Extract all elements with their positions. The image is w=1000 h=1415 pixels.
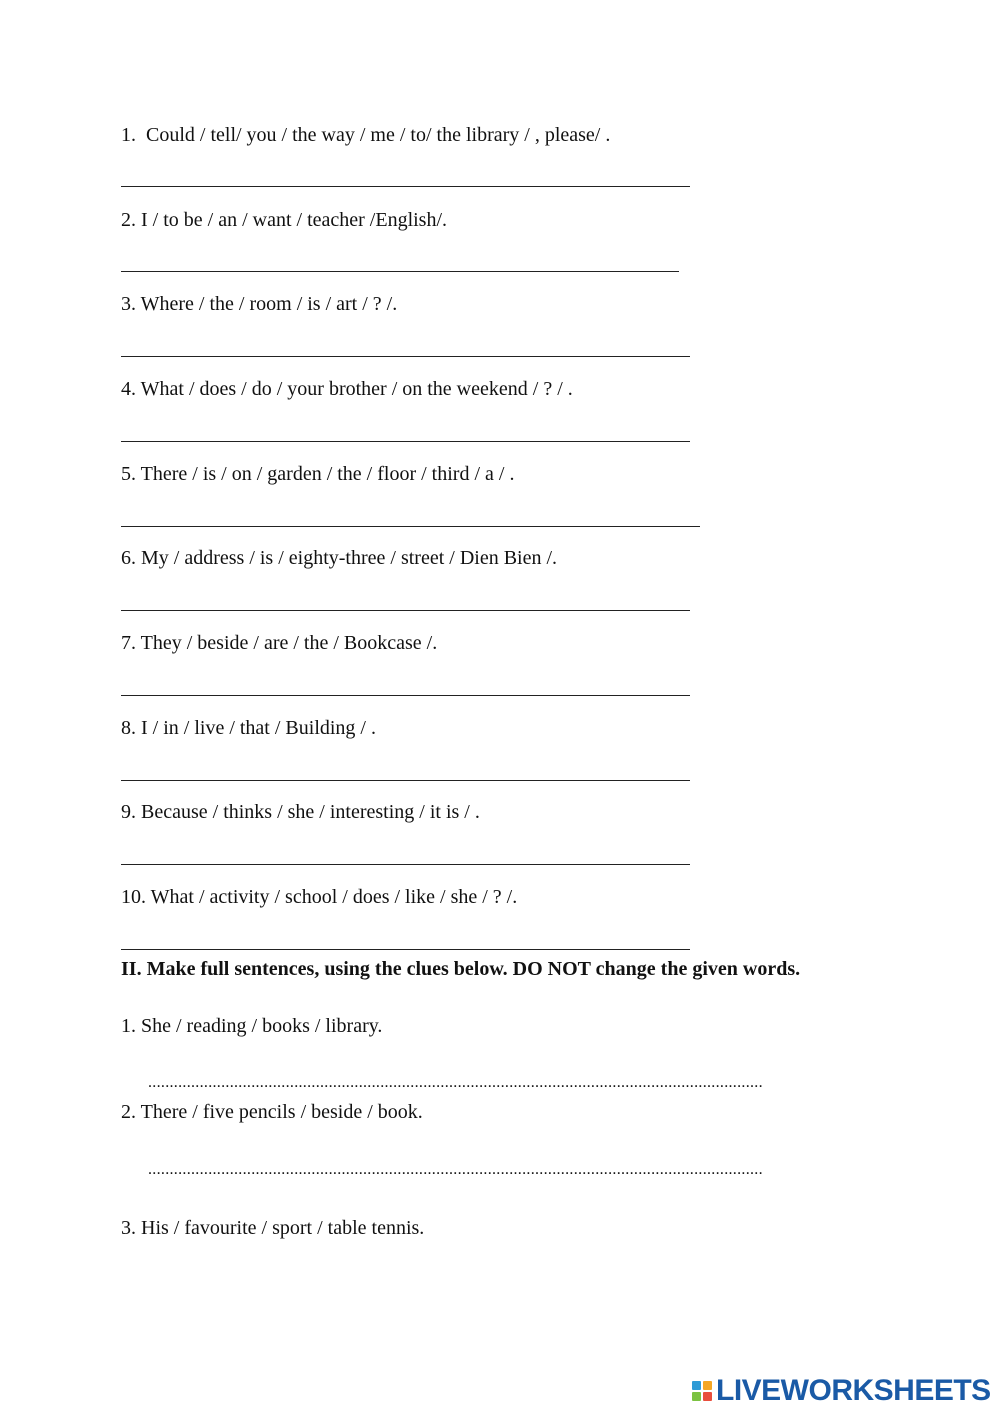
question-5: 5. There / is / on / garden / the / floor / third / a / . <box>121 463 515 485</box>
ex2-answer-dots-1[interactable]: ............................................................................................................................................... <box>148 1074 763 1091</box>
ex2-question-2: 2. There / five pencils / beside / book. <box>121 1101 423 1123</box>
liveworksheets-logo <box>692 1374 991 1408</box>
logo-square-orange <box>703 1381 712 1390</box>
answer-line-4[interactable] <box>121 441 690 442</box>
question-8: 8. I / in / live / that / Building / . <box>121 717 376 739</box>
ex2-question-1: 1. She / reading / books / library. <box>121 1015 383 1037</box>
answer-line-1[interactable] <box>121 186 690 187</box>
logo-square-red <box>703 1392 712 1401</box>
answer-line-3[interactable] <box>121 356 690 357</box>
answer-line-7[interactable] <box>121 695 690 696</box>
answer-line-5[interactable] <box>121 526 700 527</box>
answer-line-9[interactable] <box>121 864 690 865</box>
question-4: 4. What / does / do / your brother / on the weekend / ? / . <box>121 378 573 400</box>
question-2: 2. I / to be / an / want / teacher /English/. <box>121 209 448 231</box>
ex2-question-3: 3. His / favourite / sport / table tennis. <box>121 1217 425 1239</box>
answer-line-10[interactable] <box>121 949 690 950</box>
answer-line-8[interactable] <box>121 780 690 781</box>
logo-text: LIVEWORKSHEETS <box>716 1374 991 1407</box>
logo-square-green <box>692 1392 701 1401</box>
answer-line-2[interactable] <box>121 271 679 272</box>
question-9: 9. Because / thinks / she / interesting / it is / . <box>121 801 480 823</box>
question-7: 7. They / beside / are / the / Bookcase /. <box>121 632 438 654</box>
question-10: 10. What / activity / school / does / like / she / ? /. <box>121 886 518 908</box>
exercise-2-heading: II. Make full sentences, using the clues below. DO NOT change the given words. <box>121 958 801 980</box>
ex2-answer-dots-2[interactable]: ............................................................................................................................................... <box>148 1161 763 1178</box>
question-6: 6. My / address / is / eighty-three / street / Dien Bien /. <box>121 547 558 569</box>
question-1: 1. Could / tell/ you / the way / me / to/ the library / , please/ . <box>121 124 611 146</box>
question-3: 3. Where / the / room / is / art / ? /. <box>121 293 398 315</box>
answer-line-6[interactable] <box>121 610 690 611</box>
logo-square-blue <box>692 1381 701 1390</box>
logo-mark-icon <box>692 1381 712 1401</box>
